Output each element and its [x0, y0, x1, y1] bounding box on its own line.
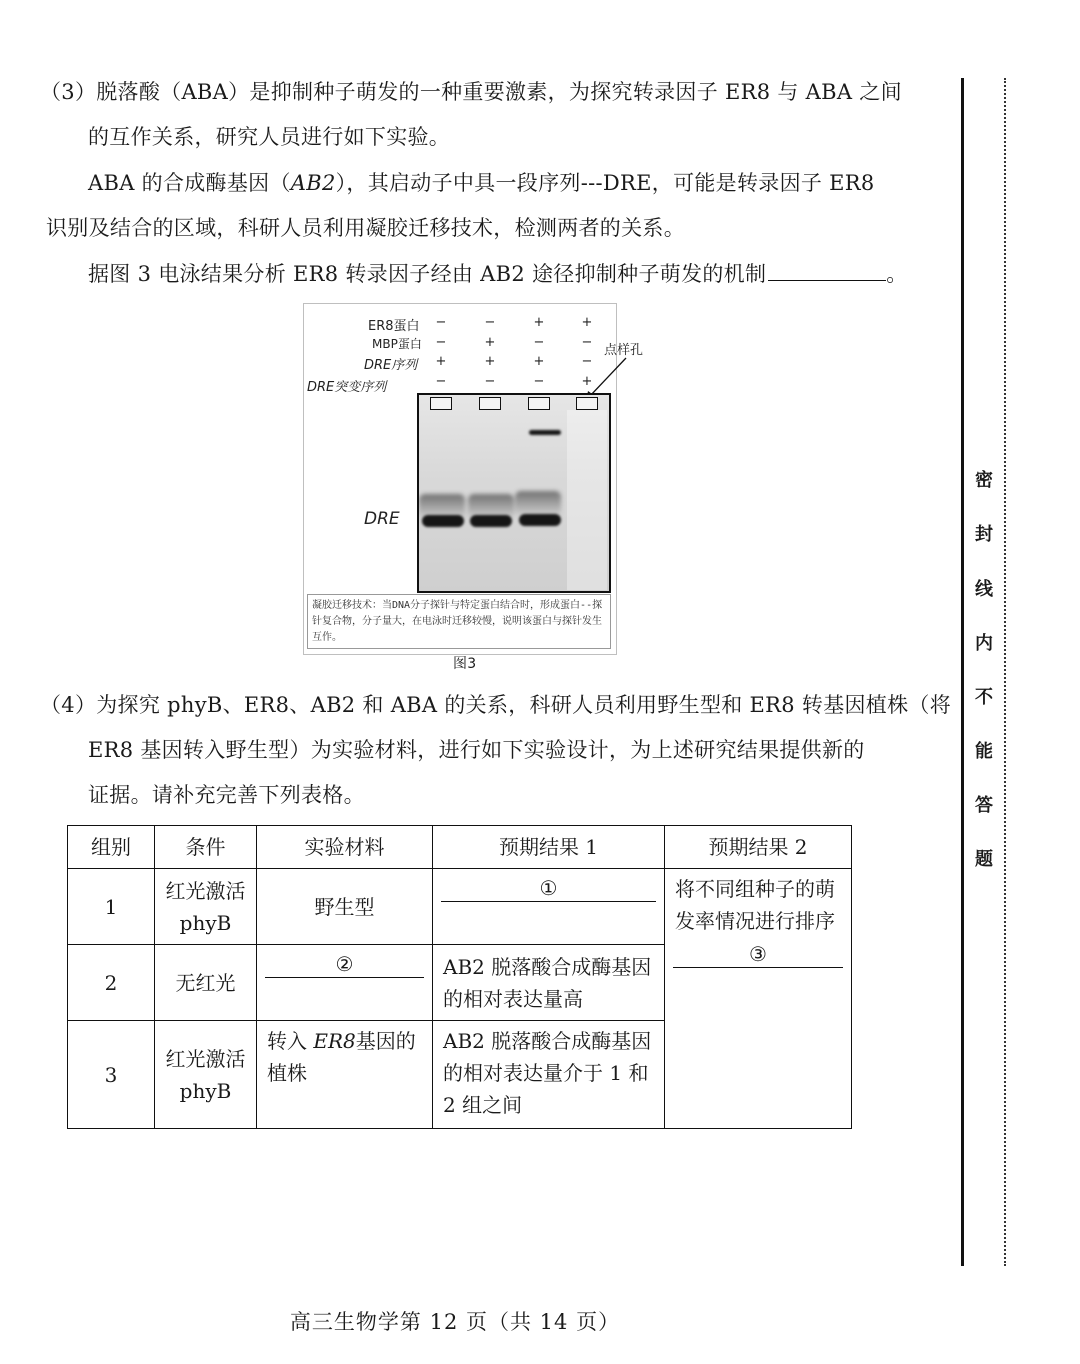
table-row-1: [68, 869, 852, 945]
q4-line-3: 证据。请补充完善下列表格。: [88, 783, 365, 807]
gel-shifted-band: [529, 430, 561, 435]
gel-dre-band-2: [470, 515, 512, 527]
figure-3: [303, 303, 644, 655]
row-label-er8: ER8蛋白: [368, 319, 420, 334]
row3-condition: 红光激活 phyB: [155, 1021, 257, 1129]
header-result-1: 预期结果 1: [433, 826, 665, 869]
page-footer: 高三生物学第 12 页（共 14 页）: [289, 1310, 621, 1334]
gel-image: [417, 393, 611, 593]
seal-char-6: 能: [975, 741, 993, 762]
sign-r4-c4: +: [581, 374, 593, 389]
gel-well-4: [576, 397, 598, 410]
q3-line-3a: ABA 的合成酶基因（: [88, 171, 291, 195]
q3-line-1: （3）脱落酸（ABA）是抑制种子萌发的一种重要激素，为探究转录因子 ER8 与 ABA 之间: [40, 80, 902, 104]
experiment-table: [67, 825, 852, 1129]
seal-char-5: 不: [975, 687, 993, 708]
sign-r4-c2: −: [484, 374, 496, 389]
row3-material-a: 转入: [267, 1029, 314, 1053]
seal-dotted-line: [1004, 78, 1006, 1266]
header-result-2: 预期结果 2: [665, 826, 852, 869]
sign-r3-c1: +: [435, 354, 447, 369]
sign-r2-c2: +: [484, 335, 496, 350]
sign-r2-c1: −: [435, 335, 447, 350]
row2-group: 2: [68, 945, 155, 1021]
q4-line-1: （4）为探究 phyB、ER8、AB2 和 ABA 的关系，科研人员利用野生型和 ER8 转基因植株（将: [40, 693, 951, 717]
row2-material-cell: [257, 945, 433, 1021]
header-material: 实验材料: [257, 826, 433, 869]
header-group: 组别: [68, 826, 155, 869]
sign-r3-c3: +: [533, 354, 545, 369]
row-label-dre: DRE序列: [364, 358, 418, 373]
sign-r1-c2: −: [484, 315, 496, 330]
header-condition: 条件: [155, 826, 257, 869]
row-label-mbp: MBP蛋白: [372, 337, 422, 351]
q4-line-2: ER8 基因转入野生型）为实验材料，进行如下实验设计，为上述研究结果提供新的: [88, 738, 865, 762]
q3-line-3b: ），其启动子中具一段序列---DRE，可能是转录因子 ER8: [335, 171, 875, 195]
q3-gene-ab2: AB2: [290, 171, 336, 195]
q3-line-3: [88, 169, 875, 197]
row2-condition: 无红光: [155, 945, 257, 1021]
row1-material: 野生型: [257, 869, 433, 945]
sign-r1-c1: −: [435, 315, 447, 330]
q3-line-4: 识别及结合的区域，科研人员利用凝胶迁移技术，检测两者的关系。: [46, 216, 685, 240]
sign-r4-c1: −: [435, 374, 447, 389]
answer-blank-2[interactable]: ②: [265, 951, 424, 978]
q3-line-5-end: 。: [886, 262, 908, 286]
sign-r2-c3: −: [533, 335, 545, 350]
row3-group: 3: [68, 1021, 155, 1129]
sign-r4-c3: −: [533, 374, 545, 389]
result2-cell: [665, 869, 852, 1129]
sign-r3-c4: −: [581, 354, 593, 369]
row3-material-gene: ER8: [313, 1029, 356, 1053]
q3-line-5: [88, 260, 908, 288]
result2-text: 将不同组种子的萌发率情况进行排序: [675, 877, 835, 933]
row1-result1-cell: [433, 869, 665, 945]
gel-dre-band-3: [519, 514, 561, 526]
seal-char-7: 答: [975, 795, 993, 816]
sign-r3-c2: +: [484, 354, 496, 369]
row1-group: 1: [68, 869, 155, 945]
q3-line-5-text: 据图 3 电泳结果分析 ER8 转录因子经由 AB2 途径抑制种子萌发的机制: [88, 262, 767, 286]
gel-lane-4: [567, 410, 607, 590]
well-label: 点样孔: [604, 343, 644, 358]
gel-well-1: [430, 397, 452, 410]
answer-blank-mechanism[interactable]: [768, 260, 886, 281]
row3-material-b: 基因的植株: [267, 1029, 416, 1085]
seal-char-1: 密: [975, 470, 993, 491]
row1-condition: 红光激活 phyB: [155, 869, 257, 945]
q3-line-2: 的互作关系，研究人员进行如下实验。: [88, 125, 451, 149]
row2-result1: AB2 脱落酸合成酶基因的相对表达量高: [433, 945, 665, 1021]
row3-result1: AB2 脱落酸合成酶基因的相对表达量介于 1 和 2 组之间: [433, 1021, 665, 1129]
band-label-dre: DRE: [364, 509, 400, 529]
seal-char-2: 封: [975, 524, 993, 545]
table-header-row: [68, 826, 852, 869]
answer-blank-1[interactable]: ①: [441, 875, 656, 902]
gel-dre-band-1: [422, 515, 464, 527]
row3-material: [257, 1021, 433, 1129]
row-label-dre-mutant: DRE突变序列: [307, 380, 387, 395]
answer-blank-3[interactable]: ③: [673, 941, 843, 968]
figure-title: 图3: [453, 656, 477, 672]
seal-char-8: 题: [975, 849, 993, 870]
gel-well-2: [479, 397, 501, 410]
sign-r1-c3: +: [533, 315, 545, 330]
sign-r2-c4: −: [581, 335, 593, 350]
seal-char-4: 内: [975, 633, 993, 654]
seal-char-3: 线: [975, 579, 993, 600]
seal-solid-line: [961, 78, 964, 1266]
figure-caption: 凝胶迁移技术：当DNA分子探针与特定蛋白结合时，形成蛋白--探针复合物，分子量大，在电泳时迁移较慢，说明该蛋白与探针发生互作。: [307, 594, 611, 649]
sign-r1-c4: +: [581, 315, 593, 330]
gel-well-3: [528, 397, 550, 410]
